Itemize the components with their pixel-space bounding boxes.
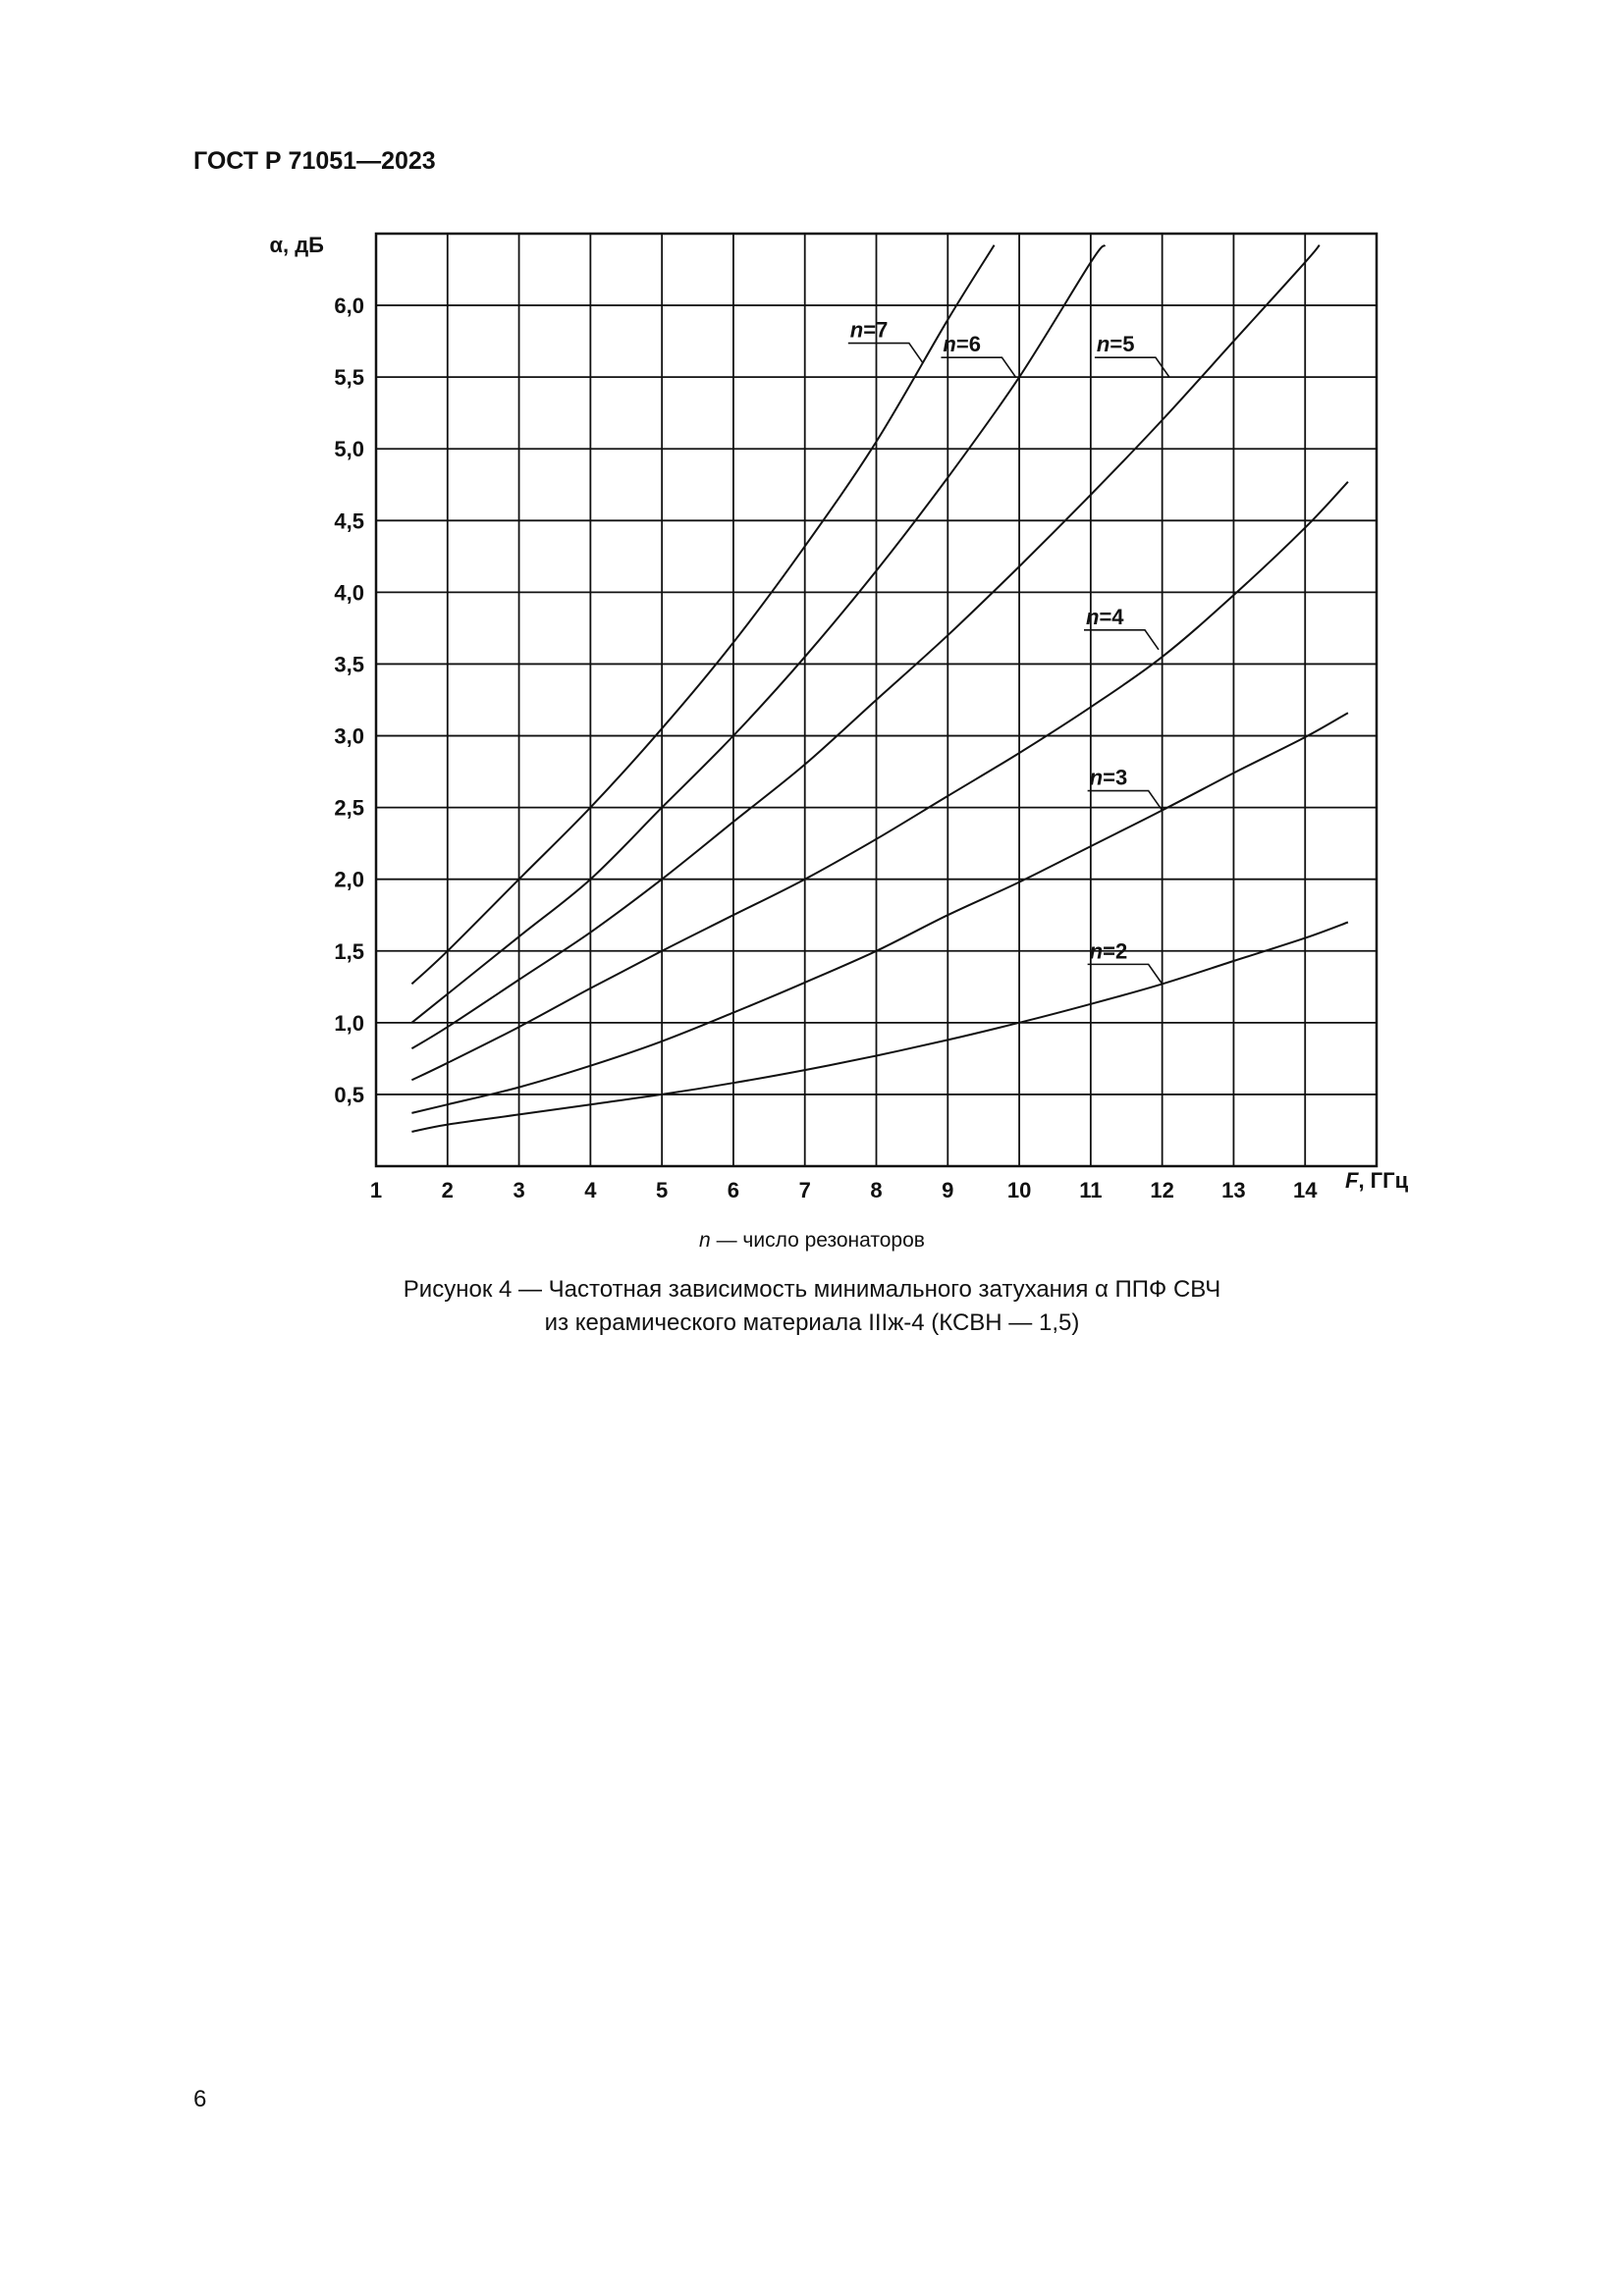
x-tick-label: 8: [870, 1178, 883, 1202]
series-leader-n=2: [1088, 964, 1163, 984]
series-label-n=6: n=6: [943, 332, 981, 357]
series-line-n=6: [411, 245, 1105, 1023]
x-tick-label: 5: [656, 1178, 669, 1202]
series-line-n=7: [411, 245, 994, 985]
series-line-n=5: [411, 245, 1319, 1048]
x-tick-label: 6: [727, 1178, 740, 1202]
y-tick-label: 3,0: [334, 723, 364, 749]
series-lines: [411, 245, 1348, 1132]
series-line-n=3: [411, 713, 1348, 1113]
y-tick-label: 4,0: [334, 580, 364, 606]
x-axis-label: [1345, 1168, 1409, 1193]
figure-caption: [0, 1273, 1624, 1340]
y-axis-label: α, дБ: [269, 233, 324, 257]
x-tick-label: 2: [441, 1178, 454, 1202]
series-label-n=7: n=7: [849, 317, 889, 343]
series-label-n=3: n=3: [1089, 765, 1128, 790]
x-tick-label: 1: [369, 1178, 383, 1202]
x-tick-label: 9: [942, 1178, 954, 1202]
y-tick-label: 1,5: [334, 938, 364, 964]
series-leader-n=4: [1084, 630, 1159, 650]
x-tick-label: 10: [1006, 1178, 1032, 1202]
y-tick-label: 5,5: [334, 365, 364, 391]
caption-line-2: из керамического материала IIIж-4 (КСВН — 1,5): [544, 1309, 1080, 1336]
page-number: 6: [193, 2086, 207, 2112]
y-tick-label: 5,0: [334, 437, 364, 462]
y-tick-label: 4,5: [334, 508, 364, 534]
x-axis-unit: , ГГц: [1358, 1168, 1409, 1193]
series-label-n=2: n=2: [1089, 938, 1128, 964]
figure-note: [0, 1229, 1624, 1253]
x-tick-label: 13: [1221, 1178, 1246, 1202]
series-label-n=4: n=4: [1086, 604, 1124, 629]
x-tick-label: 3: [513, 1178, 525, 1202]
document-code: ГОСТ Р 71051—2023: [193, 147, 436, 175]
y-tick-label: 3,5: [334, 652, 364, 677]
x-tick-label: 11: [1079, 1178, 1103, 1202]
series-labels: [848, 318, 1169, 985]
y-tick-label: 2,0: [334, 867, 364, 892]
x-tick-label: 4: [584, 1178, 597, 1202]
series-line-n=2: [411, 923, 1348, 1132]
note-text: — число резонаторов: [710, 1229, 925, 1252]
series-label-n=5: n=5: [1096, 332, 1135, 357]
series-leader-n=5: [1095, 357, 1169, 377]
x-tick-label: 14: [1292, 1178, 1318, 1202]
series-line-n=4: [411, 482, 1348, 1081]
y-tick-label: 0,5: [334, 1082, 364, 1107]
y-tick-label: 2,5: [334, 795, 364, 821]
series-leader-n=6: [941, 357, 1015, 377]
y-tick-label: 6,0: [334, 294, 364, 319]
note-variable: n: [699, 1229, 711, 1252]
x-axis-variable: F: [1345, 1168, 1359, 1193]
x-tick-label: 12: [1150, 1178, 1174, 1202]
y-tick-label: 1,0: [334, 1010, 364, 1036]
caption-line-1: Рисунок 4 — Частотная зависимость минимального затухания α ППФ СВЧ: [403, 1276, 1221, 1303]
x-tick-label: 7: [798, 1178, 811, 1202]
series-leader-n=7: [848, 344, 923, 363]
